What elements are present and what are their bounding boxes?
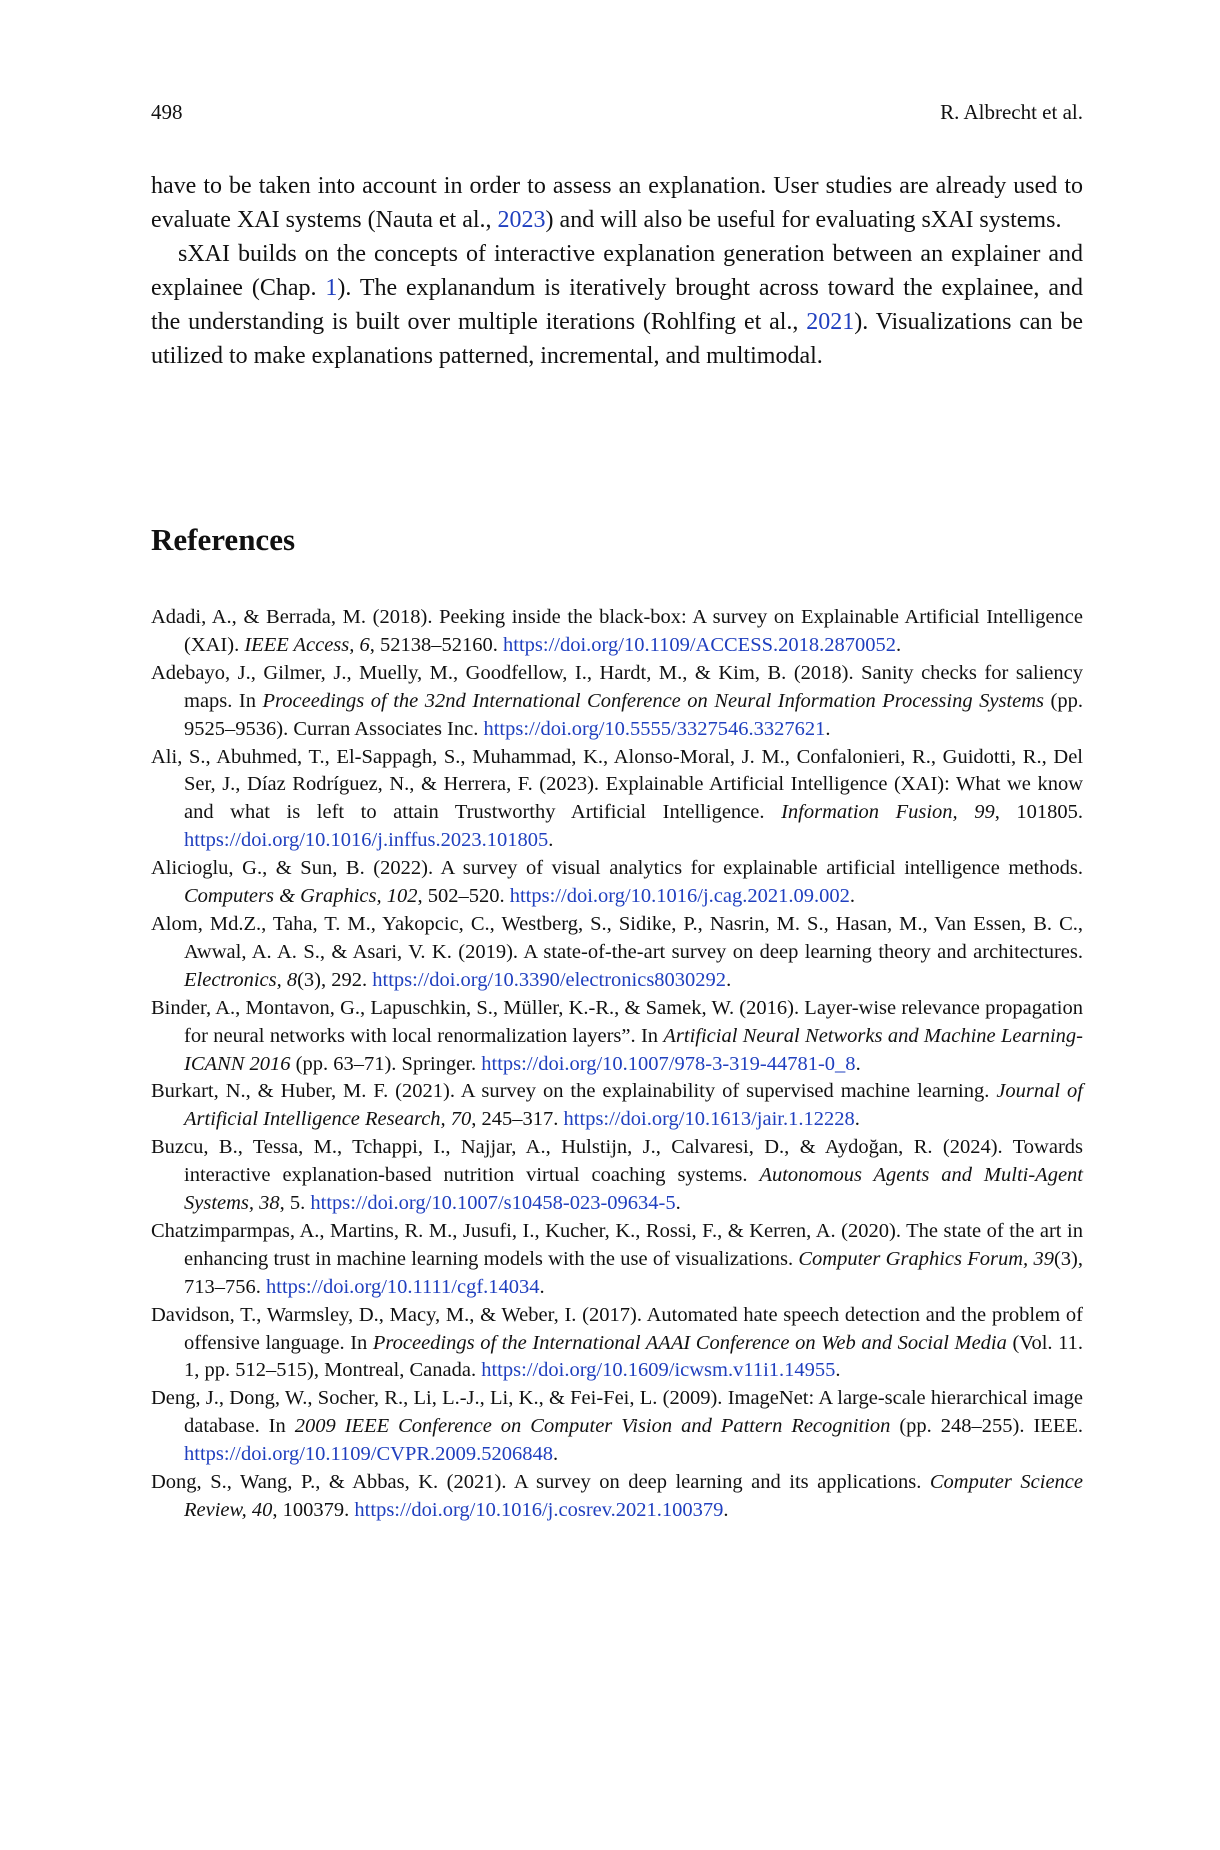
text-segment: . [825,717,831,740]
text-segment: Ali, S., Abuhmed, T., El-Sappagh, S., Muhammad, K., Alonso-Moral, J. M., Confalonieri, R., Guidotti, R., Del Ser, J., Díaz Rodríguez, N., & Herrera, F. (2023). Explainable Artificial Intelligence (XAI): What we know and what is left to attain Trustworthy Artificial Intelligence. [151,745,1083,824]
text-segment: Dong, S., Wang, P., & Abbas, K. (2021). A survey on deep learning and its applications. [151,1471,930,1494]
text-segment: . [723,1499,729,1521]
text-segment: , 245–317. [471,1108,564,1131]
text-segment: , 502–520. [417,885,510,908]
text-segment: Davidson, T., Warmsley, D., Macy, M., & Weber, I. (2017). Automated hate speech detection and the problem of offensive language. In [151,1303,1083,1354]
text-segment: . [896,633,902,656]
italic-text: Proceedings of the 32nd International Conference on Neural Information Processing Systems [262,689,1045,712]
reference-link[interactable]: https://doi.org/10.3390/electronics8030292 [372,968,727,991]
body-paragraph [151,237,1083,373]
text-segment: . [548,829,554,852]
reference-entry [151,744,1083,856]
text-segment: Deng, J., Dong, W., Socher, R., Li, L.-J., Li, K., & Fei-Fei, L. (2009). ImageNet: A large-scale hierarchical image database. In [151,1387,1083,1438]
reference-link[interactable]: https://doi.org/10.5555/3327546.3327621 [483,717,826,740]
reference-link[interactable]: https://doi.org/10.1111/cgf.14034 [266,1275,540,1298]
text-segment: sXAI builds on the concepts of interactive explanation generation between an explainer and explainee (Chap. [151,241,1083,301]
text-segment: Alicioglu, G., & Sun, B. (2022). A survey of visual analytics for explainable artificial intelligence methods. [151,857,1083,880]
text-segment: , 100379. [272,1499,355,1521]
body-paragraph [151,169,1083,237]
reference-entry [151,1218,1083,1302]
reference-list [151,604,1083,1525]
reference-entry [151,911,1083,995]
italic-text: Information Fusion, 99 [781,801,995,824]
italic-text: Artificial Neural Networks and Machine Learning-ICANN 2016 [184,1024,1083,1075]
text-segment: (pp. 248–255). IEEE. [890,1415,1083,1438]
text-segment: (pp. 63–71). Springer. [290,1052,482,1075]
reference-link[interactable]: https://doi.org/10.1609/icwsm.v11i1.14955 [481,1359,836,1382]
text-segment: . [553,1443,559,1466]
body-text [151,169,1083,373]
text-segment: Chatzimparmpas, A., Martins, R. M., Jusufi, I., Kucher, K., Rossi, F., & Kerren, A. (2020). The state of the art in enhancing trust in machine learning models with the use of visualizations. [151,1219,1083,1270]
reference-link[interactable]: https://doi.org/10.1007/978-3-319-44781-0_8 [481,1052,856,1075]
text-segment: ). Visualizations can be utilized to make explanations patterned, incremental, and multimodal. [151,309,1083,369]
text-segment: . [855,1052,861,1075]
italic-text: Proceedings of the International AAAI Conference on Web and Social Media [372,1331,1007,1354]
text-segment: Buzcu, B., Tessa, M., Tchappi, I., Najjar, A., Hulstijn, J., Calvaresi, D., & Aydoğan, R. (2024). Towards interactive explanation-based nutrition virtual coaching systems. [151,1136,1083,1187]
reference-link[interactable]: https://doi.org/10.1016/j.cosrev.2021.100379 [354,1499,724,1521]
text-segment: (Vol. 11. 1, pp. 512–515), Montreal, Canada. [184,1331,1083,1382]
text-segment: have to be taken into account in order to assess an explanation. User studies are already used to evaluate XAI systems (Nauta et al., [151,173,1083,233]
italic-text: Journal of Artificial Intelligence Research, 70 [184,1080,1083,1131]
text-segment: . [726,968,732,991]
reference-link[interactable]: https://doi.org/10.1016/j.cag.2021.09.002 [509,885,850,908]
text-segment: , 52138–52160. [369,633,504,656]
text-segment: ). The explanandum is iteratively brought across toward the explainee, and the understanding is built over multiple iterations (Rohlfing et al., [151,275,1083,335]
text-segment: Adebayo, J., Gilmer, J., Muelly, M., Goodfellow, I., Hardt, M., & Kim, B. (2018). Sanity checks for saliency maps. In [151,661,1083,712]
reference-link[interactable]: https://doi.org/10.1613/jair.1.12228 [563,1108,855,1131]
reference-entry [151,1078,1083,1134]
reference-link[interactable]: https://doi.org/10.1007/s10458-023-09634-5 [310,1192,676,1215]
reference-link[interactable]: https://doi.org/10.1109/CVPR.2009.5206848 [184,1443,554,1466]
text-segment: , 101805. [994,801,1084,824]
page-number: 498 [151,100,183,124]
text-segment: . [675,1192,681,1215]
text-segment: . [539,1275,545,1298]
text-segment: Alom, Md.Z., Taha, T. M., Yakopcic, C., Westberg, S., Sidike, P., Nasrin, M. S., Hasan, M., Van Essen, B. C., Awwal, A. A. S., & Asari, V. K. (2019). A state-of-the-art survey on deep learning theory and architectures. [151,912,1083,963]
text-segment: Burkart, N., & Huber, M. F. (2021). A survey on the explainability of supervised machine learning. [151,1080,997,1103]
italic-text: IEEE Access, 6 [244,633,370,656]
text-segment: Adadi, A., & Berrada, M. (2018). Peeking inside the black-box: A survey on Explainable Artificial Intelligence (XAI). [151,606,1083,656]
italic-text: Autonomous Agents and Multi-Agent Systems, 38 [184,1164,1083,1215]
italic-text: Computer Science Review, 40 [184,1471,1083,1521]
italic-text: Computers & Graphics, 102 [184,885,418,908]
reference-link[interactable]: 1 [325,275,338,301]
reference-link[interactable]: 2023 [497,207,546,233]
text-segment: ) and will also be useful for evaluating sXAI systems. [545,207,1062,233]
reference-link[interactable]: 2021 [806,309,855,335]
text-segment: . [835,1359,841,1382]
reference-entry [151,995,1083,1079]
italic-text: Electronics, 8 [184,968,298,991]
reference-entry [151,1469,1083,1525]
reference-entry [151,855,1083,911]
italic-text: 2009 IEEE Conference on Computer Vision and Pattern Recognition [294,1415,891,1438]
reference-entry [151,660,1083,744]
references-heading: References [151,522,296,557]
text-segment: , 5. [279,1192,311,1215]
italic-text: Computer Graphics Forum, 39 [798,1247,1054,1270]
text-segment: . [849,885,856,908]
text-segment: (pp. 9525–9536). Curran Associates Inc. [184,689,1084,740]
text-segment: (3), 292. [297,968,373,991]
text-segment: (3), 713–756. [184,1247,1084,1298]
reference-entry [151,1385,1083,1469]
reference-link[interactable]: https://doi.org/10.1016/j.inffus.2023.101805 [184,829,549,852]
text-segment: Binder, A., Montavon, G., Lapuschkin, S., Müller, K.-R., & Samek, W. (2016). Layer-wise relevance propagation for neural networks with local renormalization layers”. In [151,996,1083,1047]
reference-entry [151,1302,1083,1386]
reference-entry [151,604,1083,660]
reference-link[interactable]: https://doi.org/10.1109/ACCESS.2018.2870052 [503,633,896,656]
reference-entry [151,1134,1083,1218]
running-author: R. Albrecht et al. [940,100,1083,124]
text-segment: . [854,1108,860,1131]
